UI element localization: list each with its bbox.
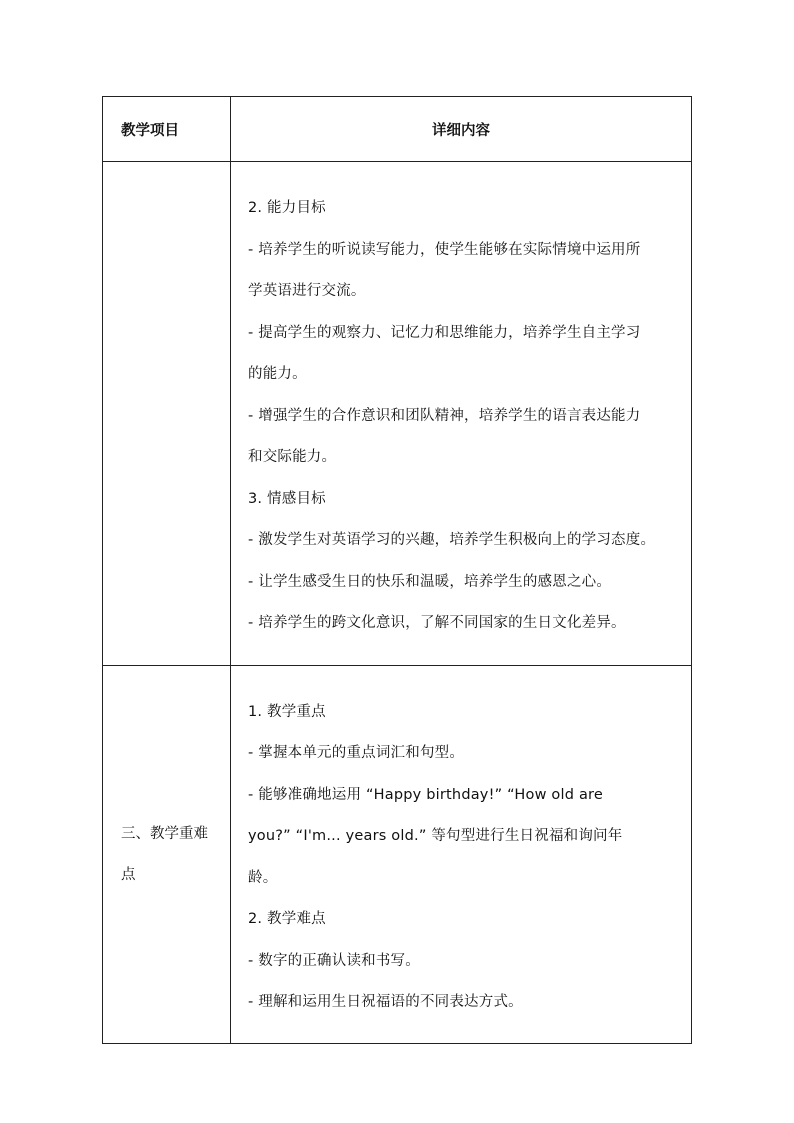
content-line: - 理解和运用生日祝福语的不同表达方式。 — [248, 994, 523, 1010]
content-line: - 培养学生的跨文化意识，了解不同国家的生日文化差异。 — [248, 615, 626, 632]
row-label-key-difficult-points — [103, 666, 231, 1044]
row-label-line: 点 — [121, 866, 136, 883]
content-line: - 掌握本单元的重点词汇和句型。 — [248, 745, 465, 761]
content-line: - 增强学生的合作意识和团队精神，培养学生的语言表达能力 — [248, 407, 641, 424]
heading-difficult-points: 2. 教学难点 — [248, 911, 326, 927]
row-label-line: 三、教学重难 — [121, 825, 208, 842]
header-detail-content: 详细内容 — [231, 97, 692, 162]
heading-emotion-goals: 3. 情感目标 — [248, 490, 326, 507]
content-line: 的能力。 — [248, 366, 307, 383]
content-line: - 提高学生的观察力、记忆力和思维能力，培养学生自主学习 — [248, 324, 641, 341]
row-detail-ability-emotion — [231, 162, 692, 666]
content-line: you?” “I'm... years old.” 等句型进行生日祝福和询问年 — [248, 828, 623, 844]
heading-key-points: 1. 教学重点 — [248, 703, 326, 720]
content-line: - 培养学生的听说读写能力，使学生能够在实际情境中运用所 — [248, 241, 641, 258]
table-header-row — [103, 97, 692, 162]
table-row — [103, 162, 692, 666]
content-line: 学英语进行交流。 — [248, 283, 366, 300]
content-line: - 能够准确地运用 “Happy birthday!” “How old are — [248, 786, 603, 803]
header-teaching-item: 教学项目 — [103, 97, 231, 162]
row-detail-key-difficult-points — [231, 666, 692, 1044]
table-row — [103, 666, 692, 1044]
heading-ability-goals: 2. 能力目标 — [248, 200, 326, 217]
content-line: 龄。 — [248, 869, 278, 886]
content-line: - 数字的正确认读和书写。 — [248, 952, 420, 969]
lesson-plan-table — [102, 96, 692, 1044]
content-line: 和交际能力。 — [248, 449, 337, 466]
content-line: - 让学生感受生日的快乐和温暖，培养学生的感恩之心。 — [248, 573, 612, 590]
content-line: - 激发学生对英语学习的兴趣，培养学生积极向上的学习态度。 — [248, 532, 656, 549]
row-label-empty — [103, 162, 231, 666]
